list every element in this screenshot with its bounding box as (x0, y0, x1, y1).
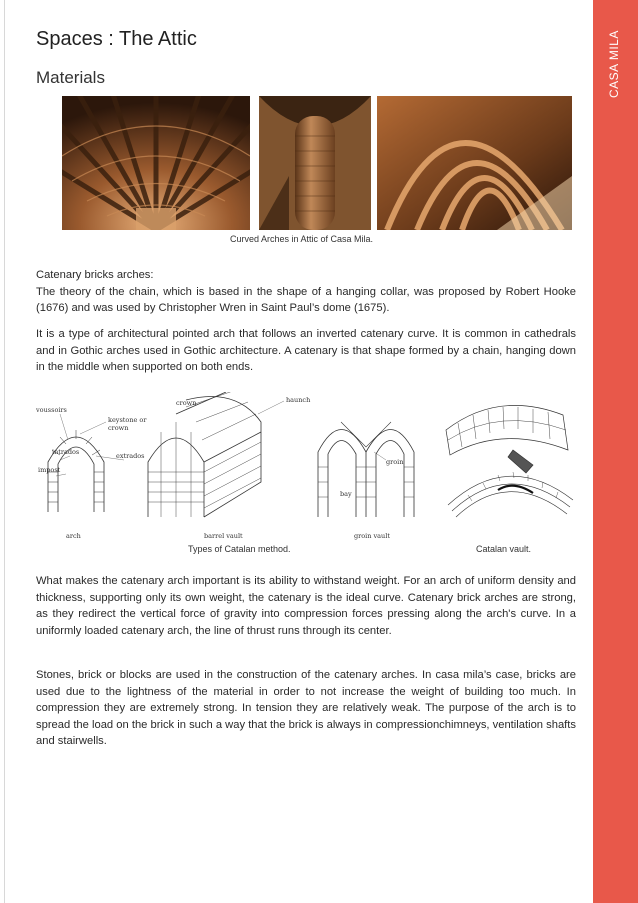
text-block-weight (36, 573, 576, 639)
catalan-method-diagram (36, 392, 436, 542)
photos-caption: Curved Arches in Attic of Casa Mila. (230, 234, 374, 244)
label-groin-vault: groin vault (354, 532, 390, 540)
label-crown: crown (176, 399, 197, 407)
paragraph-pointed-arch: It is a type of architectural pointed arch that follows an inverted catenary curve. It is common in cathedrals and in Gothic arches used in Gothic architecture. A catenary is that shape formed by a chain, hanging down in the middle when supported on both ends. (36, 328, 576, 374)
label-voussoirs: voussoirs (36, 406, 67, 414)
page-title: Spaces : The Attic (36, 28, 197, 50)
catalan-vault-diagram (438, 395, 578, 540)
label-keystone: keystone or (108, 416, 147, 424)
diagram-caption-catalan-vault: Catalan vault. (476, 544, 532, 554)
side-tab-label: CASA MILA (607, 30, 621, 98)
attic-photo-radial-vault (62, 96, 250, 230)
text-block-materials (36, 667, 576, 750)
label-barrel-vault: barrel vault (204, 532, 243, 540)
attic-photo-arches (377, 96, 572, 230)
label-groin: groin (386, 458, 404, 466)
attic-photo-column (259, 96, 371, 230)
label-arch: arch (66, 532, 81, 540)
paragraph-hooke: The theory of the chain, which is based in the shape of a hanging collar, was proposed by Robert Hooke (1676) and was used by Christopher Wren in Saint Paul’s dome (1675). (36, 285, 576, 315)
label-keystone-crown: crown (108, 424, 129, 432)
label-bay: bay (340, 490, 352, 498)
label-haunch: haunch (286, 396, 311, 404)
paragraph-materials: Stones, brick or blocks are used in the construction of the catenary arches. In casa mila’s case, bricks are used due to the lightness of the material in order to not increase the weight of building too much. In compression they are extremely strong. In tension they are relatively weak. The purpose of the arch is to spread the load on the brick in such a way that the brick is always in compressionchimneys, ventilation shafts and stairwells. (36, 669, 576, 748)
paragraph-weight: What makes the catenary arch important is its ability to withstand weight. For an arch of uniform density and thickness, supporting only its own weight, the catenary is the ideal curve. Catenary brick arches are strong, as they redirect the vertical force of gravity into compression forces pressing along the arch's curve. In a uniformly loaded catenary arch, the line of thrust runs through its center. (36, 575, 576, 637)
label-impost: impost (38, 466, 61, 474)
barrel-vault-drawing (148, 392, 261, 517)
text-block-catenary-intro (36, 267, 576, 317)
diagram-caption-catalan-method: Types of Catalan method. (188, 544, 291, 554)
paragraph-heading: Catenary bricks arches: (36, 269, 154, 281)
text-block-pointed-arch (36, 326, 576, 376)
catalan-vault-layers (448, 472, 573, 517)
label-extrados: extrados (116, 452, 145, 460)
side-tab-band (593, 0, 638, 903)
catalan-vault-section (446, 405, 568, 473)
groin-vault-drawing (318, 422, 414, 517)
label-intrados: intrados (52, 448, 80, 456)
page-edge-line (4, 0, 5, 903)
section-subtitle: Materials (36, 68, 105, 87)
